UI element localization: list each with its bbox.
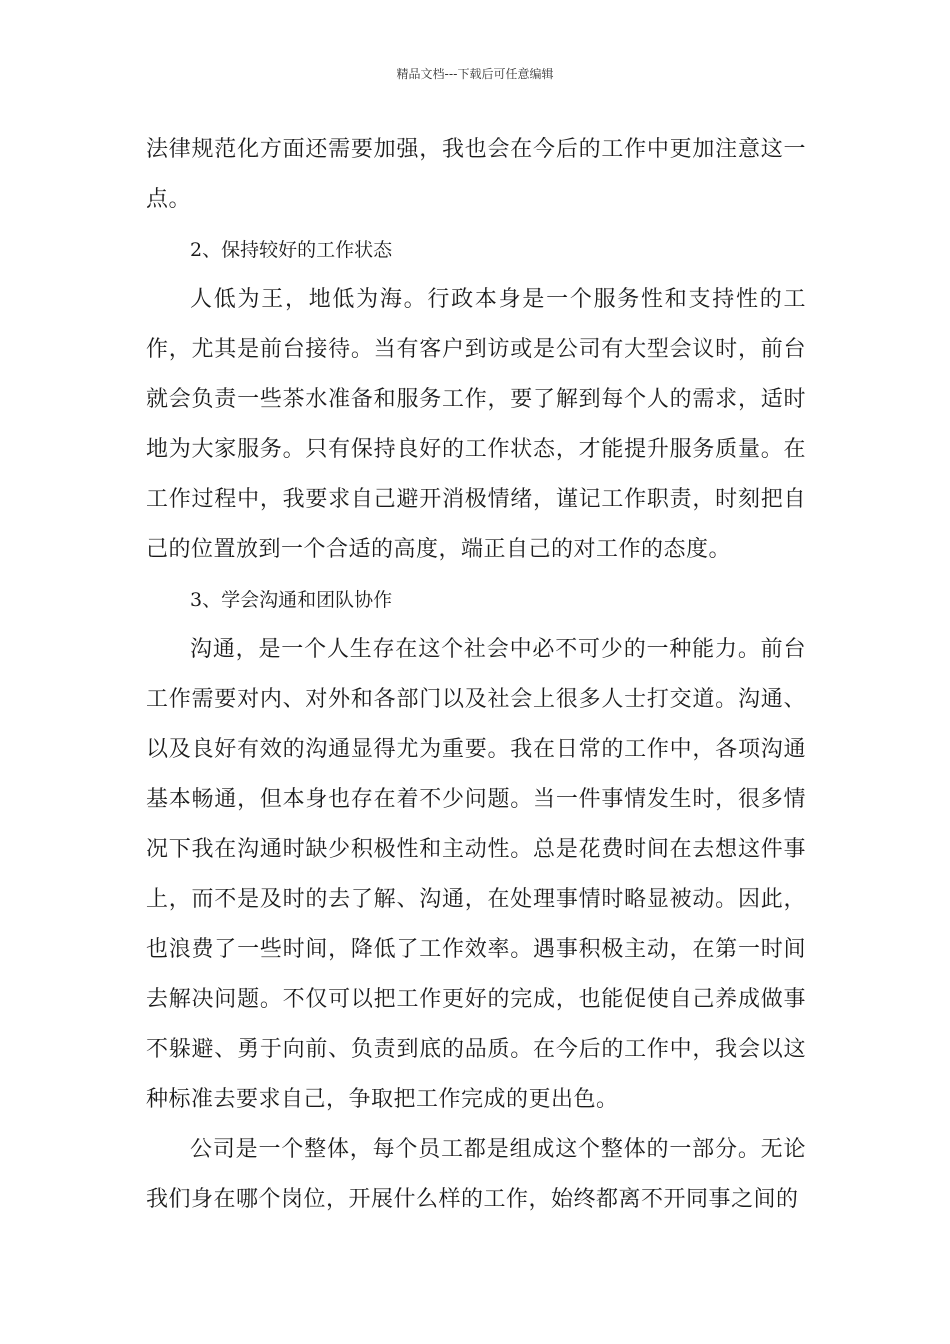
paragraph-work-state: 人低为王，地低为海。行政本身是一个服务性和支持性的工作，尤其是前台接待。当有客户到访或是公司有大型会议时，前台就会负责一些茶水准备和服务工作，要了解到每个人的需求，适时地为大家服务。只有保持良好的工作状态，才能提升服务质量。在工作过程中，我要求自己避开消极情绪，谨记工作职责，时刻把自己的位置放到一个合适的高度，端正自己的对工作的态度。 (146, 287, 806, 562)
paragraph-communication: 沟通，是一个人生存在这个社会中必不可少的一种能力。前台工作需要对内、对外和各部门以及社会上很多人士打交道。沟通、以及良好有效的沟通显得尤为重要。我在日常的工作中，各项沟通基本畅通，但本身也存在着不少问题。当一件事情发生时，很多情况下我在沟通时缺少积极性和主动性。总是花费时间在去想这件事上，而不是及时的去了解、沟通，在处理事情时略显被动。因此，也浪费了一些时间，降低了工作效率。遇事积极主动，在第一时间去解决问题。不仅可以把工作更好的完成，也能促使自己养成做事不躲避、勇于向前、负责到底的品质。在今后的工作中，我会以这种标准去要求自己，争取把工作完成的更出色。 (146, 637, 806, 1112)
section-heading-2: 2、保持较好的工作状态 (190, 239, 393, 261)
document-body (146, 125, 806, 1225)
paragraph-continuation: 法律规范化方面还需要加强，我也会在今后的工作中更加注意这一点。 (146, 137, 806, 212)
section-heading-3: 3、学会沟通和团队协作 (190, 589, 393, 611)
paragraph-teamwork: 公司是一个整体，每个员工都是组成这个整体的一部分。无论我们身在哪个岗位，开展什么样的工作，始终都离不开同事之间的 (146, 1137, 806, 1212)
page-header: 精品文档---下载后可任意编辑 (396, 67, 554, 81)
